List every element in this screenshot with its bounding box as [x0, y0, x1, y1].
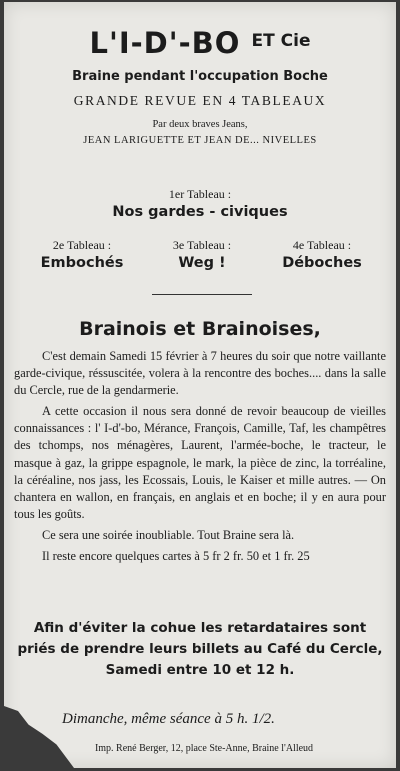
tableau-3-label: 3e Tableau :	[172, 238, 232, 252]
printer-imprint: Imp. René Berger, 12, place Ste-Anne, Braine l'Alleud	[94, 743, 314, 754]
authors-line-2: JEAN LARIGUETTE ET JEAN DE... NIVELLES	[83, 135, 317, 146]
announcement-body	[14, 348, 386, 569]
tableau-2-title: Embochés	[40, 255, 124, 271]
section-divider	[152, 294, 252, 295]
revue-line: GRANDE REVUE EN 4 TABLEAUX	[73, 93, 327, 108]
tableau-2	[22, 238, 142, 271]
tableau-4	[262, 238, 382, 271]
tableau-4-label: 4e Tableau :	[292, 238, 352, 252]
flyer-sheet	[4, 2, 396, 768]
tableau-1-title: Nos gardes - civiques	[112, 204, 288, 220]
title-et-cie: ET Cie	[251, 31, 311, 51]
tableau-2-label: 2e Tableau :	[52, 238, 112, 252]
paragraph: A cette occasion il nous sera donné de revoir beaucoup de vieilles connaissances : l' I-d'-bo, Mérance, François, Camille, Taf, les champêtres des tchomps, nos ménagères, Laurent, l'armée-boche, le tracteur, le masque à gaz, la grippe espagnole, le mark, la pièce de zinc, la torréaline, la céréaline, nos jass, les Ecossais, Louis, le Kaiser et mille autres. — On chantera en wallon, en français, en anglais et en boche; il y en aura pour tous les goûts.	[14, 404, 386, 521]
subtitle: Braine pendant l'occupation Boche	[72, 69, 328, 84]
paragraph: Ce sera une soirée inoubliable. Tout Braine sera là.	[42, 527, 295, 542]
tableau-3-title: Weg !	[178, 255, 226, 271]
ticket-notice: Afin d'éviter la cohue les retardataires sont priés de prendre leurs billets au Café du Cercle, Samedi entre 10 et 12 h.	[17, 620, 383, 678]
authors-line-1: Par deux braves Jeans,	[152, 119, 248, 130]
address-heading: Brainois et Brainoises,	[79, 318, 321, 340]
title-main: L'I-D'-BO	[89, 26, 241, 60]
paragraph: Il reste encore quelques cartes à 5 fr 2 fr. 50 et 1 fr. 25	[42, 549, 310, 564]
flyer-title	[4, 26, 396, 60]
tableau-4-title: Déboches	[282, 255, 362, 271]
tableau-3	[142, 238, 262, 271]
sunday-notice: Dimanche, même séance à 5 h. 1/2.	[62, 711, 275, 727]
tableau-1-label: 1er Tableau :	[168, 187, 232, 201]
paragraph: C'est demain Samedi 15 février à 7 heures du soir que notre vaillante garde-civique, réssuscitée, volera à la rencontre des boches.... dans la salle du Cercle, rue de la gendarmerie.	[14, 349, 386, 398]
